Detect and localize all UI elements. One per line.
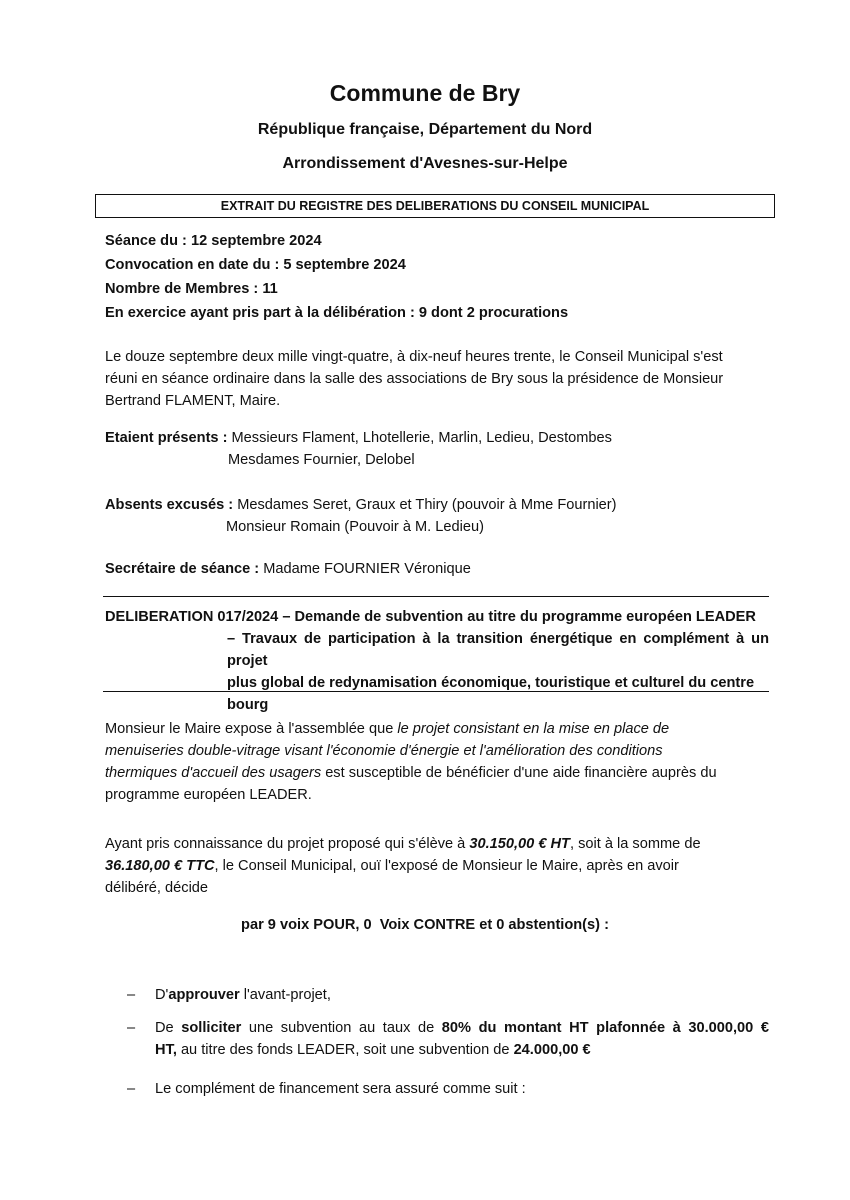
project-line-2 xyxy=(105,855,769,877)
divider-top xyxy=(103,596,769,597)
absents-women: Mesdames Seret, Graux et Thiry (pouvoir à Mme Fournier) xyxy=(233,497,617,513)
expose-italic: le projet consistant en la mise en place de xyxy=(397,721,670,737)
project-text-c: , le Conseil Municipal, ouï l'exposé de Monsieur le Maire, après en avoir xyxy=(214,858,679,874)
project-text-b: , soit à la somme de xyxy=(569,836,701,852)
expose-line-1 xyxy=(105,718,769,740)
secretary-line xyxy=(105,558,769,580)
decision-2-amount: 24.000,00 € xyxy=(513,1042,591,1058)
decision-text-2 xyxy=(155,1017,769,1061)
project-paragraph xyxy=(105,833,769,899)
decision-2-text: une subvention au taux de xyxy=(241,1020,442,1036)
absents-men: Monsieur Romain (Pouvoir à M. Ledieu) xyxy=(226,519,484,535)
expose-line-2 xyxy=(105,740,769,762)
decision-text-3: Le complément de financement sera assuré comme suit : xyxy=(155,1081,526,1097)
expose-italic-3: thermiques d'accueil des usagers xyxy=(105,765,322,781)
deliberation-line-2: – Travaux de participation à la transition énergétique en complément à un projet xyxy=(227,631,769,669)
presents-women: Mesdames Fournier, Delobel xyxy=(228,452,415,468)
participants-count: En exercice ayant pris part à la délibération : 9 dont 2 procurations xyxy=(105,305,569,321)
dash-icon: – xyxy=(127,1020,136,1036)
absents-line-1 xyxy=(105,494,769,516)
convocation-date: Convocation en date du : 5 septembre 2024 xyxy=(105,257,406,273)
absents-block xyxy=(105,494,769,538)
expose-text-3: est susceptible de bénéficier d'une aide financière auprès du xyxy=(321,765,717,781)
deliberation-line-3: plus global de redynamisation économique, touristique et culturel du centre xyxy=(227,675,755,691)
absents-label: Absents excusés : xyxy=(105,497,234,513)
presents-men: Messieurs Flament, Lhotellerie, Marlin, Ledieu, Destombes xyxy=(227,430,612,446)
decision-text-1 xyxy=(155,984,769,1006)
expose-italic-2: menuiseries double-vitrage visant l'économie d'énergie et l'amélioration des conditions xyxy=(105,743,663,759)
expose-line-3 xyxy=(105,762,769,784)
project-amount-ht: 30.150,00 € HT xyxy=(469,836,570,852)
decision-2-prefix: De xyxy=(155,1020,182,1036)
intro-line-3: Bertrand FLAMENT, Maire. xyxy=(105,393,281,409)
arrondissement-line: Arrondissement d'Avesnes-sur-Helpe xyxy=(282,155,568,172)
decision-2-line-2 xyxy=(155,1039,769,1061)
decision-2-funds: au titre des fonds LEADER, soit une subvention de xyxy=(176,1042,514,1058)
intro-paragraph xyxy=(105,346,769,412)
decision-2-ht: HT, xyxy=(155,1042,177,1058)
decision-2-rate: 80% du montant HT plafonnée à 30.000,00 € xyxy=(441,1020,769,1036)
dash-icon: – xyxy=(127,1081,136,1097)
project-line-1 xyxy=(105,833,769,855)
presents-line-1 xyxy=(105,427,769,449)
register-heading: EXTRAIT DU REGISTRE DES DELIBERATIONS DU CONSEIL MUNICIPAL xyxy=(95,194,775,218)
seance-date: Séance du : 12 septembre 2024 xyxy=(105,233,322,249)
members-count: Nombre de Membres : 11 xyxy=(105,281,278,297)
republic-line: République française, Département du Nord xyxy=(257,121,593,138)
expose-paragraph xyxy=(105,718,769,806)
expose-text: Monsieur le Maire expose à l'assemblée que xyxy=(105,721,398,737)
presents-label: Etaient présents : xyxy=(105,430,228,446)
project-line-3: délibéré, décide xyxy=(105,880,209,896)
secretary-name: Madame FOURNIER Véronique xyxy=(259,561,471,577)
dash-icon: – xyxy=(127,987,136,1003)
decision-1-prefix: D' xyxy=(155,987,169,1003)
intro-line-2: réuni en séance ordinaire dans la salle des associations de Bry sous la présidence de Monsieur xyxy=(105,371,724,387)
project-amount-ttc: 36.180,00 € TTC xyxy=(105,858,215,874)
vote-result: par 9 voix POUR, 0 Voix CONTRE et 0 abstention(s) : xyxy=(241,917,609,933)
deliberation-line-4: bourg xyxy=(227,697,269,713)
divider-bottom xyxy=(103,691,769,692)
expose-line-4: programme européen LEADER. xyxy=(105,787,312,803)
decision-2-line-1 xyxy=(155,1017,769,1039)
project-text-a: Ayant pris connaissance du projet proposé qui s'élève à xyxy=(105,836,470,852)
deliberation-line-1: DELIBERATION 017/2024 – Demande de subvention au titre du programme européen LEADER xyxy=(105,609,756,625)
intro-line-1: Le douze septembre deux mille vingt-quatre, à dix-neuf heures trente, le Conseil Municipal s'est xyxy=(105,349,723,365)
commune-title: Commune de Bry xyxy=(329,80,521,106)
decision-1-verb: approuver xyxy=(168,987,240,1003)
deliberation-title xyxy=(105,606,769,716)
secretary-label: Secrétaire de séance : xyxy=(105,561,260,577)
decision-1-rest: l'avant-projet, xyxy=(239,987,331,1003)
decision-2-verb: solliciter xyxy=(181,1020,242,1036)
presents-block xyxy=(105,427,769,471)
